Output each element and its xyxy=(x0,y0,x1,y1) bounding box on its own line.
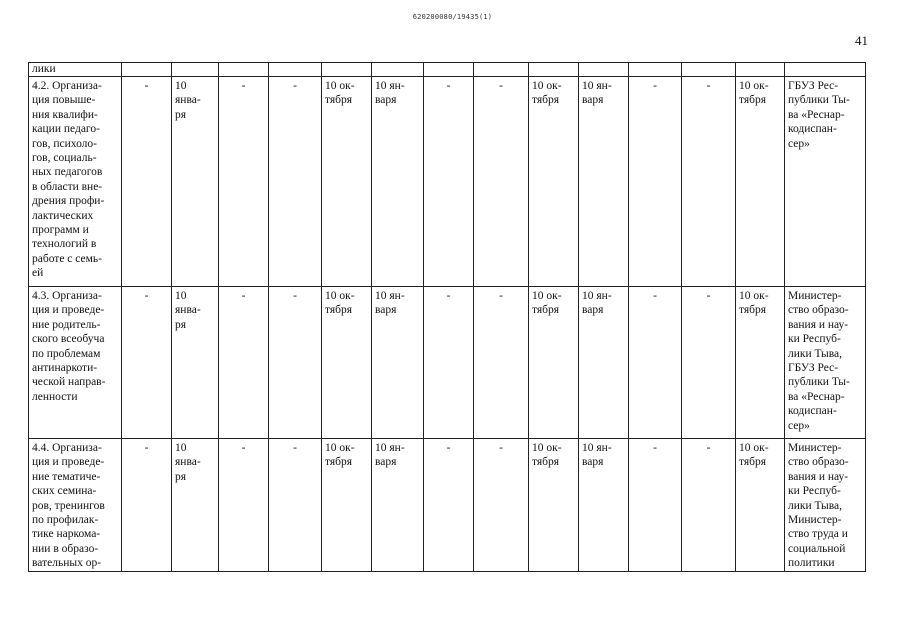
table-cell xyxy=(529,63,579,77)
table-cell xyxy=(424,63,474,77)
table-cell xyxy=(474,63,529,77)
table-cell: 10 ок- тября xyxy=(736,439,785,572)
table-cell: - xyxy=(629,77,682,287)
table-row xyxy=(29,287,866,439)
table-cell: 10 ян- варя xyxy=(579,287,629,439)
table-cell xyxy=(219,63,269,77)
table-cell: - xyxy=(474,439,529,572)
table-cell: - xyxy=(269,77,322,287)
table-cell: - xyxy=(269,439,322,572)
cell-activity: 4.2. Организа- ция повыше- ния квалифи- кации педаго- гов, психоло- гов, социаль- ных педагогов в области вне- дрения профи- лактических программ и технологий в работе с семь- ей xyxy=(29,77,122,287)
table-row xyxy=(29,77,866,287)
table-cell: - xyxy=(219,287,269,439)
cell-responsible: Министер- ство образо- вания и нау- ки Респуб- лики Тыва, Министер- ство труда и социальной политики xyxy=(785,439,866,572)
table-cell xyxy=(372,63,424,77)
table-cell: - xyxy=(219,77,269,287)
cell-responsible: ГБУЗ Рес- публики Ты- ва «Реснар- кодиспан- сер» xyxy=(785,77,866,287)
table-cell xyxy=(172,63,219,77)
table-row xyxy=(29,439,866,572)
table-cell xyxy=(629,63,682,77)
table-cell: - xyxy=(474,77,529,287)
document-id: 620200080/19435(1) xyxy=(412,13,493,21)
table-cell xyxy=(682,63,736,77)
table-cell: 10 ян- варя xyxy=(372,77,424,287)
table-cell: 10 ок- тября xyxy=(322,77,372,287)
table-cell: - xyxy=(122,287,172,439)
table-cell: 10 ян- варя xyxy=(579,439,629,572)
table-cell: - xyxy=(682,77,736,287)
table-cell: - xyxy=(219,439,269,572)
cell-activity: 4.3. Организа- ция и проведе- ние родитель- ского всеобуча по проблемам антинаркоти- ческой направ- ленности xyxy=(29,287,122,439)
cell-activity: 4.4. Организа- ция и проведе- ние тематиче- ских семина- ров, тренингов по профилак- тике наркома- нии в образо- вательных ор- xyxy=(29,439,122,572)
table-row-continuation xyxy=(29,63,866,77)
table-cell: 10 ян- варя xyxy=(372,287,424,439)
table-cell: - xyxy=(682,439,736,572)
cell-activity-continuation: лики xyxy=(29,63,122,77)
table-cell: - xyxy=(122,77,172,287)
table-cell: - xyxy=(629,287,682,439)
table-cell: 10 ок- тября xyxy=(736,77,785,287)
table-cell: - xyxy=(269,287,322,439)
table-cell: 10 ок- тября xyxy=(529,287,579,439)
table-cell xyxy=(269,63,322,77)
table-cell: - xyxy=(682,287,736,439)
plan-table xyxy=(28,62,866,572)
table-cell: 10 ян- варя xyxy=(372,439,424,572)
table-cell: 10 янва- ря xyxy=(172,287,219,439)
table-cell: 10 янва- ря xyxy=(172,439,219,572)
cell-responsible: Министер- ство образо- вания и нау- ки Респуб- лики Тыва, ГБУЗ Рес- публики Ты- ва «Реснар- кодиспан- сер» xyxy=(785,287,866,439)
table-cell xyxy=(322,63,372,77)
table-cell: 10 ок- тября xyxy=(322,439,372,572)
table-cell xyxy=(579,63,629,77)
table-cell: - xyxy=(424,287,474,439)
table-cell: - xyxy=(424,439,474,572)
table-cell: - xyxy=(122,439,172,572)
table-cell: - xyxy=(629,439,682,572)
table-cell xyxy=(122,63,172,77)
page-number: 41 xyxy=(855,33,868,48)
table-cell xyxy=(736,63,785,77)
table-cell: 10 ок- тября xyxy=(529,77,579,287)
table-cell: 10 ок- тября xyxy=(529,439,579,572)
table-cell: 10 янва- ря xyxy=(172,77,219,287)
table-cell xyxy=(785,63,866,77)
table-cell: 10 ян- варя xyxy=(579,77,629,287)
table-cell: 10 ок- тября xyxy=(736,287,785,439)
table-cell: 10 ок- тября xyxy=(322,287,372,439)
table-cell: - xyxy=(474,287,529,439)
table-cell: - xyxy=(424,77,474,287)
